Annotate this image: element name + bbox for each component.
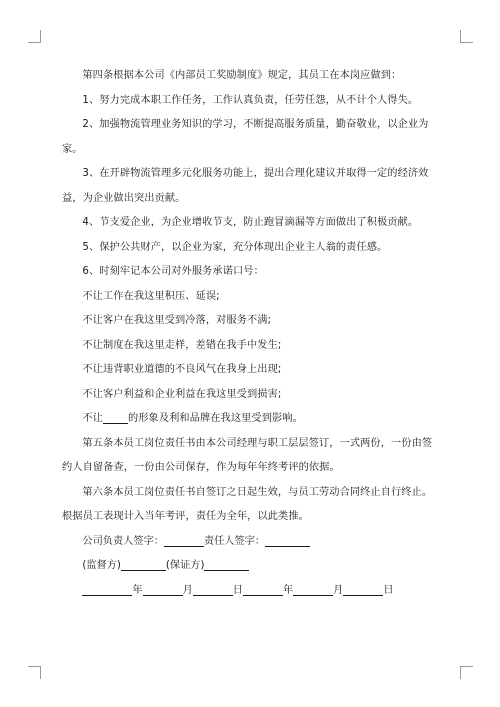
- page-corner-mark-bottom-right: [460, 666, 473, 679]
- slogan-line-6-suffix: 的形象及利和品牌在我这里受到影响。: [127, 413, 303, 424]
- date-day-blank-2[interactable]: [343, 583, 383, 596]
- date-year-blank-2[interactable]: [243, 583, 283, 596]
- page-corner-mark-top-left: [28, 30, 41, 43]
- paragraph-item-1: 1、努力完成本职工作任务，工作认真负责，任劳任怨，从不计个人得失。: [82, 94, 419, 106]
- slogan-line-3: 不让制度在我这里走样，差错在我手中发生;: [82, 339, 282, 351]
- paragraph-item-3: 3、在开辟物流管理多元化服务功能上，提出合理化建议并取得一定的经济效益，为企业做出突出贡献。: [62, 168, 429, 204]
- party-line: [62, 554, 442, 579]
- paragraph-article-6: 第六条本员工岗位责任书自签订之日起生效，与员工劳动合同终止自行终止。根据员工表现计入当年考评，责任为全年，以此类推。: [62, 486, 433, 522]
- guarantor-blank[interactable]: [204, 558, 249, 571]
- date-month-label-1: 月: [182, 584, 193, 596]
- supervisor-label: (监督方): [82, 560, 121, 571]
- supervisor-blank[interactable]: [121, 558, 166, 571]
- slogan-line-6-prefix: 不让: [82, 413, 103, 424]
- page-corner-mark-top-right: [460, 30, 473, 43]
- date-month-blank-2[interactable]: [293, 583, 333, 596]
- date-day-label-1: 日: [232, 584, 243, 596]
- slogan-line-5: 不让客户利益和企业利益在我这里受到损害;: [82, 388, 282, 400]
- person-signature-blank[interactable]: [265, 534, 310, 547]
- brand-blank[interactable]: [103, 411, 128, 424]
- document-body: [62, 64, 442, 603]
- paragraph-item-6: 6、时刻牢记本公司对外服务承诺口号：: [82, 266, 264, 277]
- slogan-line-6: [62, 407, 442, 432]
- paragraph-article-5: 第五条本员工岗位责任书由本公司经理与职工层层签订，一式两份，一份由签约人自留备查，一份由公司保存，作为每年年终考评的依据。: [62, 437, 433, 473]
- guarantor-label: (保证方): [165, 560, 205, 571]
- slogan-line-4: 不让违背职业道德的不良风气在我身上出现;: [82, 364, 282, 375]
- paragraph-item-5: 5、保护公共财产，以企业为家，充分体现出企业主人翁的责任感。: [82, 241, 388, 253]
- date-day-blank-1[interactable]: [193, 583, 233, 596]
- paragraph-item-2: 2、加强物流管理业务知识的学习，不断提高服务质量，勤奋敬业，以企业为家。: [62, 119, 429, 155]
- date-month-blank-1[interactable]: [143, 583, 183, 596]
- date-day-label-2: 日: [383, 584, 394, 596]
- company-signature-label: 公司负责人签字：: [82, 535, 164, 547]
- slogan-line-2: 不让客户在我这里受到冷落，对服务不满;: [82, 315, 272, 326]
- date-year-blank-1[interactable]: [82, 583, 132, 596]
- date-year-label-2: 年: [282, 584, 294, 596]
- person-signature-label: 责任人签字：: [203, 535, 266, 547]
- company-signature-blank[interactable]: [164, 534, 204, 547]
- slogan-line-1: 不让工作在我这里积压、延误;: [82, 290, 220, 302]
- date-line: [62, 579, 442, 604]
- date-month-label-2: 月: [333, 584, 344, 596]
- date-year-label-1: 年: [132, 584, 143, 596]
- paragraph-article-4: 第四条根据本公司《内部员工奖励制度》规定，其员工在本岗应做到：: [82, 70, 402, 81]
- page-corner-mark-bottom-left: [28, 666, 41, 679]
- paragraph-item-4: 4、节支爱企业，为企业增收节支，防止跑冒滴漏等方面做出了积极贡献。: [82, 217, 419, 228]
- signature-line: [62, 530, 442, 555]
